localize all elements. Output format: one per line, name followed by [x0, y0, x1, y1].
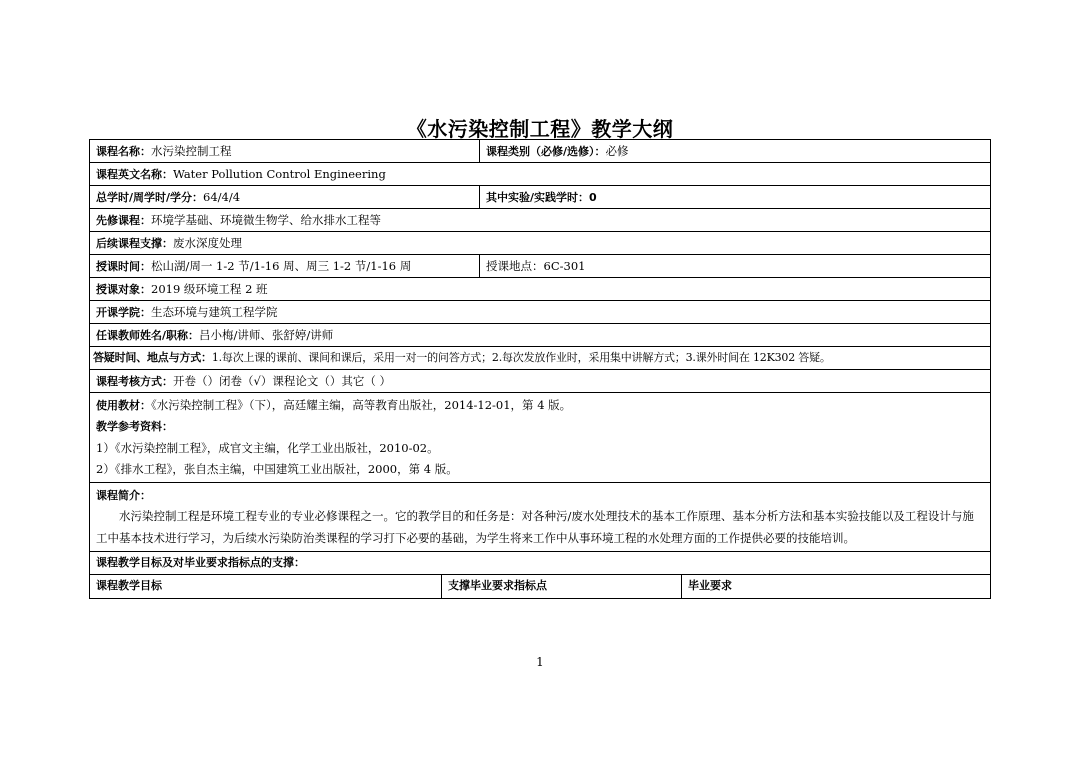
objectives-col-requirement: 毕业要求: [681, 575, 990, 598]
prereq-label: 先修课程：: [96, 214, 151, 227]
textbook-label: 使用教材：: [96, 399, 151, 412]
time-value: 松山湖/周一 1-2 节/1-16 周、周三 1-2 节/1-16 周: [151, 259, 412, 273]
row-qa: [90, 347, 990, 370]
row-exam: [90, 370, 990, 393]
cell-lab-hours: [479, 186, 990, 208]
objectives-col-goal: 课程教学目标: [96, 579, 162, 593]
teacher-value: 吕小梅/讲师、张舒婷/讲师: [199, 328, 334, 342]
cell-place: [479, 255, 990, 277]
qa-value: 1.每次上课的课前、课间和课后，采用一对一的问答方式；2.每次发放作业时，采用集中讲解方式；3.课外时间在 12K302 答疑。: [211, 351, 831, 364]
row-hours: [90, 186, 990, 209]
hours-label: 总学时/周学时/学分：: [96, 191, 204, 204]
target-value: 2019 级环境工程 2 班: [151, 282, 268, 296]
time-label: 授课时间：: [96, 260, 151, 273]
materials-block: [90, 393, 990, 483]
cell-exam: [90, 370, 990, 392]
course-name-value: 水污染控制工程: [151, 144, 232, 158]
textbook-line: [96, 395, 984, 416]
cell-hours: [90, 186, 479, 208]
cell-course-name: [90, 140, 479, 162]
course-type-value: 必修: [605, 144, 629, 158]
page-number: 1: [536, 655, 544, 669]
qa-label: 答疑时间、地点与方式：: [93, 351, 212, 364]
prereq-value: 环境学基础、环境微生物学、给水排水工程等: [151, 213, 381, 227]
place-label: 授课地点：: [486, 259, 544, 273]
course-en-label: 课程英文名称：: [96, 168, 173, 181]
course-en-value: Water Pollution Control Engineering: [173, 167, 386, 181]
course-name-label: 课程名称：: [96, 145, 151, 158]
cell-college: [90, 301, 990, 323]
lab-hours-value: 0: [589, 191, 597, 204]
lab-hours-label: 其中实验/实践学时：: [486, 191, 590, 204]
row-objectives-heading: [90, 552, 990, 575]
intro-label: 课程简介：: [96, 489, 151, 503]
row-target: [90, 278, 990, 301]
row-course-en: [90, 163, 990, 186]
syllabus-table: [89, 139, 991, 599]
row-objectives-header: [90, 575, 990, 598]
exam-label: 课程考核方式：: [96, 375, 173, 388]
cell-target: [90, 278, 990, 300]
intro-text: 水污染控制工程是环境工程专业的专业必修课程之一。它的教学目的和任务是：对各种污/废水处理技术的基本工作原理、基本分析方法和基本实验技能以及工程设计与施工中基本技术进行学习，为后续水污染防治类课程的学习打下必要的基础，为学生将来工作中从事环境工程的水处理方面的工作提供必要的技能培训。: [96, 509, 974, 545]
place-value: 6C-301: [543, 259, 586, 273]
college-value: 生态环境与建筑工程学院: [151, 305, 278, 319]
cell-prereq: [90, 209, 990, 231]
objectives-col-indicator: 支撑毕业要求指标点: [441, 575, 681, 598]
follow-label: 后续课程支撑：: [96, 237, 173, 250]
row-prereq: [90, 209, 990, 232]
row-course-name: [90, 140, 990, 163]
college-label: 开课学院：: [96, 306, 151, 319]
objectives-heading: 课程教学目标及对毕业要求指标点的支撑：: [96, 556, 305, 570]
refs-label: 教学参考资料：: [96, 420, 173, 434]
target-label: 授课对象：: [96, 283, 151, 296]
follow-value: 废水深度处理: [173, 236, 242, 250]
cell-qa: [90, 347, 990, 369]
cell-teacher: [90, 324, 990, 346]
reference-1: 1）《水污染控制工程》，成官文主编，化学工业出版社，2010-02。: [96, 440, 439, 455]
textbook-value: 《水污染控制工程》（下），高廷耀主编，高等教育出版社，2014-12-01，第 4 版。: [151, 398, 572, 412]
row-follow: [90, 232, 990, 255]
teacher-label: 任课教师姓名/职称：: [96, 329, 200, 342]
cell-course-type: [479, 140, 990, 162]
cell-follow: [90, 232, 990, 254]
exam-value: 开卷（）闭卷（√）课程论文（）其它（ ）: [173, 374, 391, 388]
cell-time: [90, 255, 479, 277]
cell-course-en: [90, 163, 990, 185]
hours-value: 64/4/4: [203, 190, 241, 204]
row-time-place: [90, 255, 990, 278]
reference-2: 2）《排水工程》，张自杰主编，中国建筑工业出版社，2000，第 4 版。: [96, 461, 458, 476]
row-college: [90, 301, 990, 324]
document-title: 《水污染控制工程》教学大纲: [406, 117, 674, 141]
course-type-label: 课程类别（必修/选修）：: [486, 145, 606, 158]
intro-block: [90, 483, 990, 552]
row-teacher: [90, 324, 990, 347]
